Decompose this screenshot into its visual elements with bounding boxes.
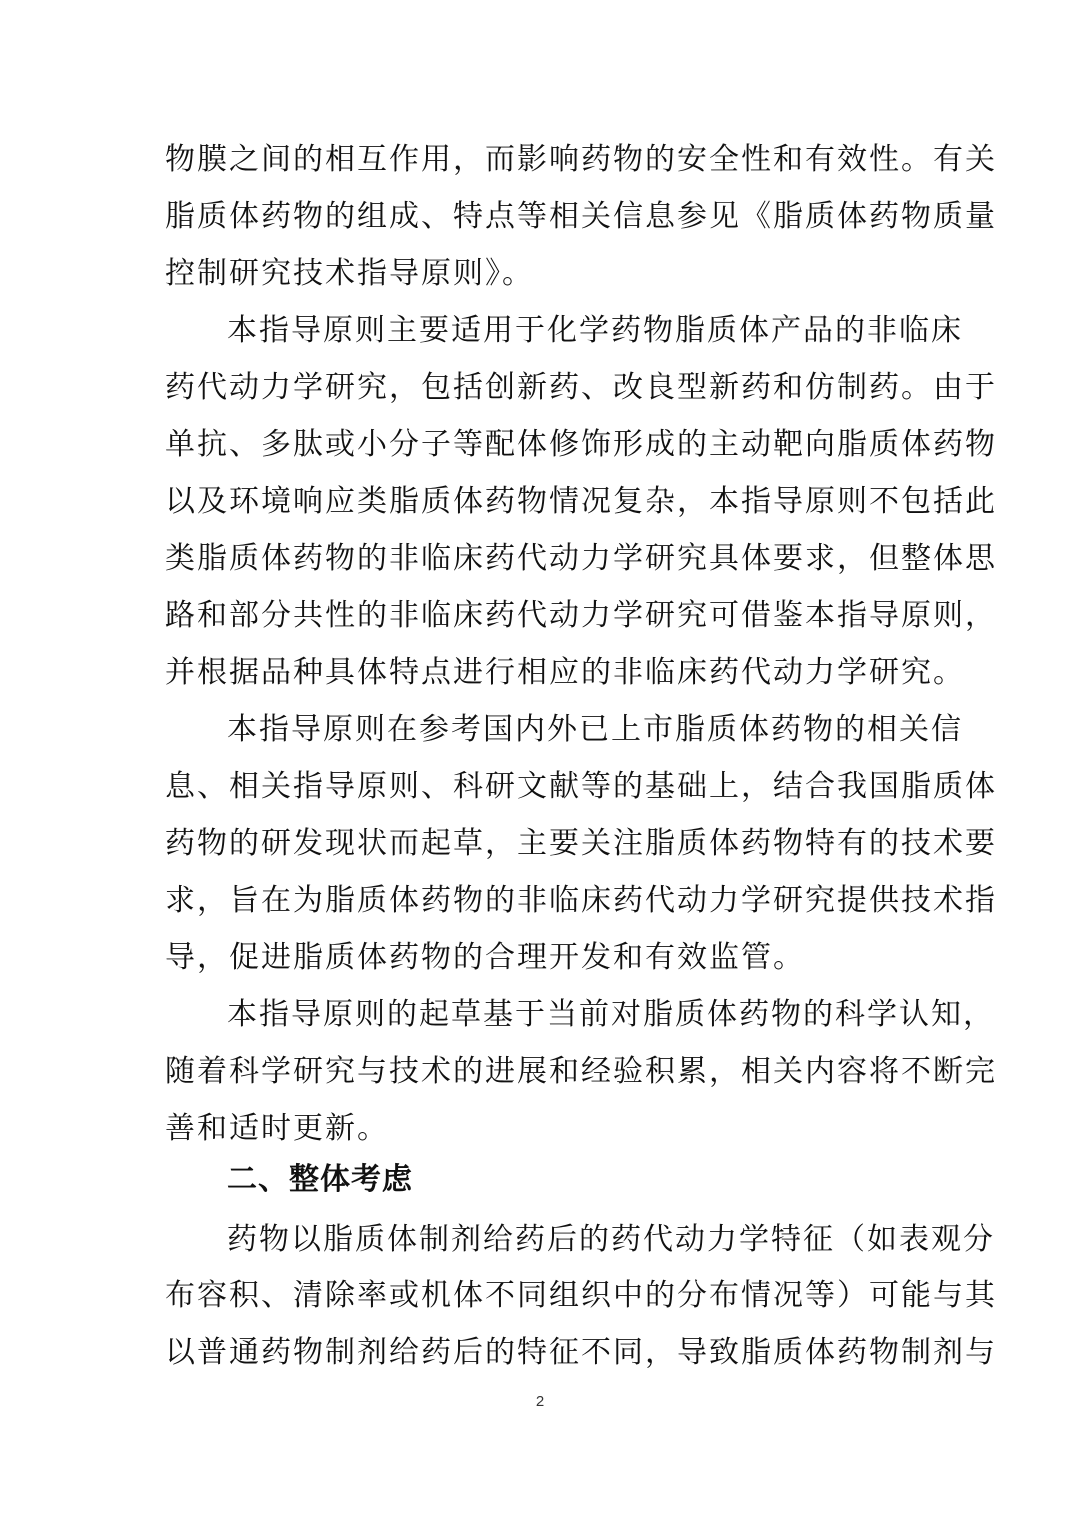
text-line: 单抗、多肽或小分子等配体修饰形成的主动靶向脂质体药物 xyxy=(165,427,997,462)
page-number: 2 xyxy=(535,1393,545,1410)
text-line: 导，促进脂质体药物的合理开发和有效监管。 xyxy=(165,940,805,975)
text-line: 善和适时更新。 xyxy=(165,1111,389,1146)
text-line: 求，旨在为脂质体药物的非临床药代动力学研究提供技术指 xyxy=(165,883,997,918)
text-line: 息、相关指导原则、科研文献等的基础上，结合我国脂质体 xyxy=(165,769,997,804)
paragraph-first-line: 本指导原则主要适用于化学药物脂质体产品的非临床 xyxy=(227,313,963,348)
text-line: 以及环境响应类脂质体药物情况复杂，本指导原则不包括此 xyxy=(165,484,997,519)
paragraph-first-line: 本指导原则在参考国内外已上市脂质体药物的相关信 xyxy=(227,712,963,747)
text-line: 以普通药物制剂给药后的特征不同，导致脂质体药物制剂与 xyxy=(165,1335,997,1370)
text-line: 随着科学研究与技术的进展和经验积累，相关内容将不断完 xyxy=(165,1054,997,1089)
section-heading: 二、整体考虑 xyxy=(227,1162,413,1197)
text-line: 类脂质体药物的非临床药代动力学研究具体要求，但整体思 xyxy=(165,541,997,576)
text-line: 物膜之间的相互作用，而影响药物的安全性和有效性。有关 xyxy=(165,142,997,177)
paragraph-first-line: 本指导原则的起草基于当前对脂质体药物的科学认知， xyxy=(227,997,995,1032)
text-line: 路和部分共性的非临床药代动力学研究可借鉴本指导原则， xyxy=(165,598,997,633)
paragraph-first-line: 药物以脂质体制剂给药后的药代动力学特征（如表观分 xyxy=(227,1222,995,1257)
text-line: 药物的研发现状而起草，主要关注脂质体药物特有的技术要 xyxy=(165,826,997,861)
text-line: 药代动力学研究，包括创新药、改良型新药和仿制药。由于 xyxy=(165,370,997,405)
text-line: 脂质体药物的组成、特点等相关信息参见《脂质体药物质量 xyxy=(165,199,997,234)
text-line: 布容积、清除率或机体不同组织中的分布情况等）可能与其 xyxy=(165,1278,997,1313)
text-line: 控制研究技术指导原则》。 xyxy=(165,256,534,291)
text-line: 并根据品种具体特点进行相应的非临床药代动力学研究。 xyxy=(165,655,965,690)
